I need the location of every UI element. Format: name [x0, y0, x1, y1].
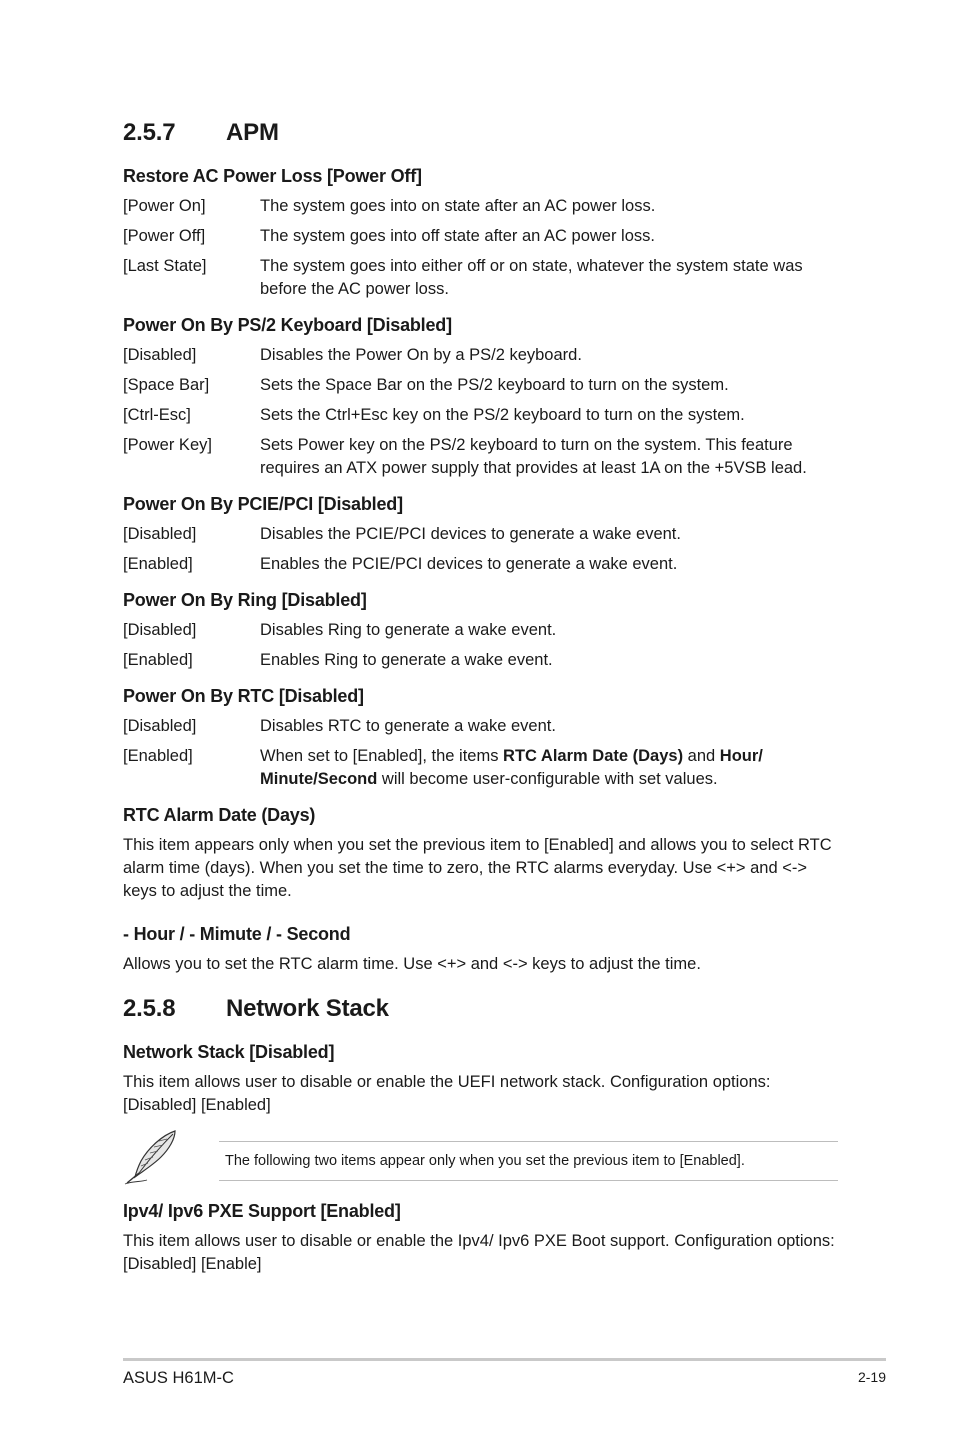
option-key: [Disabled]	[123, 525, 197, 543]
option-desc: Sets Power key on the PS/2 keyboard to turn on the system. This feature requires an ATX power supply that provides at least 1A on the +5VSB lead.	[260, 436, 807, 477]
item-title: RTC Alarm Date (Days)	[123, 805, 316, 825]
option-desc	[260, 745, 838, 791]
option-row	[123, 523, 838, 546]
option-desc: Disables RTC to generate a wake event.	[260, 717, 556, 735]
section-number: 2.5.8	[123, 995, 176, 1022]
pxe-section	[123, 1199, 838, 1276]
option-desc: Disables the PCIE/PCI devices to generate a wake event.	[260, 525, 681, 543]
option-row	[123, 649, 838, 672]
item-title: Network Stack [Disabled]	[123, 1042, 335, 1062]
option-row	[123, 255, 838, 301]
option-desc: The system goes into either off or on state, whatever the system state was before the AC power loss.	[260, 257, 803, 298]
option-desc: Sets the Space Bar on the PS/2 keyboard to turn on the system.	[260, 376, 729, 394]
option-row	[123, 404, 838, 427]
option-desc: Enables Ring to generate a wake event.	[260, 651, 553, 669]
desc-bold: RTC Alarm Date (Days)	[503, 747, 684, 765]
option-row	[123, 434, 838, 480]
option-row	[123, 619, 838, 642]
item-title: Ipv4/ Ipv6 PXE Support [Enabled]	[123, 1201, 401, 1221]
option-key: [Enabled]	[123, 555, 193, 573]
item-description: Allows you to set the RTC alarm time. Use <+> and <-> keys to adjust the time.	[123, 955, 701, 973]
item-title: Restore AC Power Loss [Power Off]	[123, 166, 422, 186]
item-title: Power On By PCIE/PCI [Disabled]	[123, 494, 403, 514]
section-heading-apm	[123, 116, 838, 150]
section-number: 2.5.7	[123, 119, 176, 146]
option-key: [Power Off]	[123, 227, 206, 245]
note-box	[123, 1141, 838, 1181]
item-description: This item appears only when you set the previous item to [Enabled] and allows you to select RTC alarm time (days). When you set the time to zero, the RTC alarms everyday. Use <+> and <-> keys to adjust the time.	[123, 836, 832, 900]
section-heading-network	[123, 992, 838, 1026]
item-description: This item allows user to disable or enable the UEFI network stack. Configuration options: [Disabled] [Enabled]	[123, 1073, 771, 1114]
option-desc: Disables the Power On by a PS/2 keyboard.	[260, 346, 582, 364]
hms-section	[123, 922, 838, 976]
item-title: Power On By PS/2 Keyboard [Disabled]	[123, 315, 452, 335]
pcie-pci-section	[123, 492, 838, 576]
desc-text: will become user-configurable with set values.	[377, 770, 718, 788]
option-key: [Last State]	[123, 257, 207, 275]
option-row	[123, 715, 838, 738]
option-row	[123, 745, 838, 791]
rtc-section	[123, 684, 838, 791]
option-row	[123, 374, 838, 397]
feather-pen-icon	[123, 1127, 219, 1187]
item-title: Power On By RTC [Disabled]	[123, 686, 364, 706]
section-title: APM	[226, 119, 279, 146]
option-row	[123, 553, 838, 576]
footer-page-number: 2-19	[857, 1369, 886, 1385]
option-desc: Sets the Ctrl+Esc key on the PS/2 keyboard to turn on the system.	[260, 406, 745, 424]
option-row	[123, 225, 838, 248]
restore-ac-section	[123, 164, 838, 301]
option-row	[123, 344, 838, 367]
option-key: [Space Bar]	[123, 376, 210, 394]
option-desc: Enables the PCIE/PCI devices to generate a wake event.	[260, 555, 678, 573]
item-title: Power On By Ring [Disabled]	[123, 590, 367, 610]
page-content	[123, 116, 838, 1288]
desc-text: When set to [Enabled], the items	[260, 747, 504, 765]
option-desc: Disables Ring to generate a wake event.	[260, 621, 557, 639]
ring-section	[123, 588, 838, 672]
option-key: [Disabled]	[123, 717, 197, 735]
option-key: [Power Key]	[123, 436, 212, 454]
option-key: [Disabled]	[123, 346, 197, 364]
option-desc: The system goes into off state after an AC power loss.	[260, 227, 655, 245]
desc-text: and	[683, 747, 720, 765]
rtc-days-section	[123, 803, 838, 903]
item-description: This item allows user to disable or enable the Ipv4/ Ipv6 PXE Boot support. Configuration options: [Disabled] [Enable]	[123, 1232, 835, 1273]
option-key: [Ctrl-Esc]	[123, 406, 191, 424]
option-key: [Disabled]	[123, 621, 197, 639]
section-title: Network Stack	[226, 995, 389, 1022]
option-key: [Enabled]	[123, 747, 193, 765]
option-row	[123, 195, 838, 218]
network-stack-section	[123, 1040, 838, 1117]
option-desc: The system goes into on state after an AC power loss.	[260, 197, 656, 215]
desc-bold: Hour/ Minute/Second	[260, 747, 763, 788]
footer-model: ASUS H61M-C	[123, 1369, 234, 1387]
option-key: [Power On]	[123, 197, 206, 215]
page-footer	[123, 1358, 886, 1387]
ps2-keyboard-section	[123, 313, 838, 480]
option-key: [Enabled]	[123, 651, 193, 669]
note-text: The following two items appear only when you set the previous item to [Enabled].	[219, 1141, 838, 1181]
item-title: - Hour / - Mimute / - Second	[123, 924, 351, 944]
